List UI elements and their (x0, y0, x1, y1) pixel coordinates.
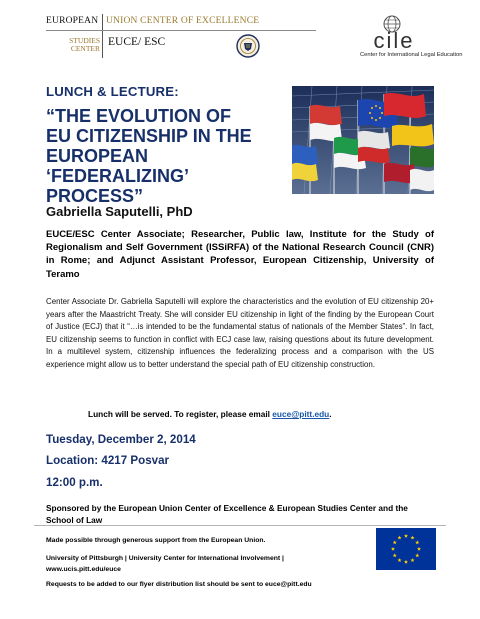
event-kicker: LUNCH & LECTURE: (46, 84, 179, 99)
header-divider-horizontal (46, 30, 316, 31)
title-line: PROCESS” (46, 186, 144, 206)
event-location: Location: 4217 Posvar (46, 454, 170, 467)
center-word: CENTER (70, 44, 100, 53)
university-credit (46, 553, 366, 575)
cile-wordmark: cile (373, 28, 415, 53)
event-title (46, 106, 286, 206)
header (46, 14, 463, 62)
title-line: EUROPEAN ‘FEDERALIZING’ (46, 146, 189, 186)
university-seal-icon (236, 34, 260, 58)
footer-divider (34, 525, 446, 526)
registration-end: . (329, 409, 332, 419)
euce-wordmark-top (46, 14, 316, 28)
event-date: Tuesday, December 2, 2014 (46, 433, 196, 446)
speaker-name: Gabriella Saputelli, PhD (46, 204, 193, 219)
speaker-affiliation: EUCE/ESC Center Associate; Researcher, Public law, Institute for the Study of Regionalism and Self Government (ISSiRFA) of the National Research Council (CNR) in Rome; and Adjunct Assistant Professor, European Citizenship, University of Teramo (46, 229, 434, 280)
european-label: EUROPEAN (46, 16, 99, 26)
event-time: 12:00 p.m. (46, 476, 103, 489)
registration-note (88, 409, 428, 419)
distribution-note: Requests to be added to our flyer distribution list should be sent to euce@pitt.edu (46, 581, 312, 588)
cile-subtitle: Center for International Legal Education (360, 52, 463, 58)
event-description: Center Associate Dr. Gabriella Saputelli will explore the characteristics and the evolution of EU citizenship 20+ years after the Maastricht Treaty. She will consider EU citizenship in light of the finding by the European Court of Justice (ECJ) that it “…is intended to be the fundamental status of nationals of the Member States”. In fact, EU citizenship seems to function in conflict with ECJ case law, raising questions about its future development. In a multilevel system, citizenship influences the federalizing process and a comparison with the US experience might allow us to better understand the special path of EU citizenship construction. (46, 297, 434, 369)
registration-text: Lunch will be served. To register, please email (88, 409, 273, 419)
union-center-label: UNION CENTER OF EXCELLENCE (106, 16, 260, 26)
cile-logo (354, 14, 463, 62)
website-link[interactable]: www.ucis.pitt.edu/euce (46, 566, 121, 573)
studies-word: STUDIES (69, 36, 100, 45)
title-line: “THE EVOLUTION OF (46, 106, 232, 126)
registration-email-link[interactable]: euce@pitt.edu (272, 409, 330, 419)
eu-flag-icon (376, 528, 436, 570)
eu-support-note: Made possible through generous support from the European Union. (46, 537, 266, 544)
title-line: EU CITIZENSHIP IN THE (46, 126, 252, 146)
university-line: University of Pittsburgh | University Center for International Involvement | (46, 555, 284, 562)
sponsor-note: Sponsored by the European Union Center of Excellence & European Studies Center and the School of Law (46, 503, 408, 525)
flags-photo (292, 86, 434, 194)
studies-center-label (46, 37, 100, 53)
header-divider-vertical (102, 14, 103, 58)
euce-esc-label: EUCE/ ESC (108, 36, 166, 48)
